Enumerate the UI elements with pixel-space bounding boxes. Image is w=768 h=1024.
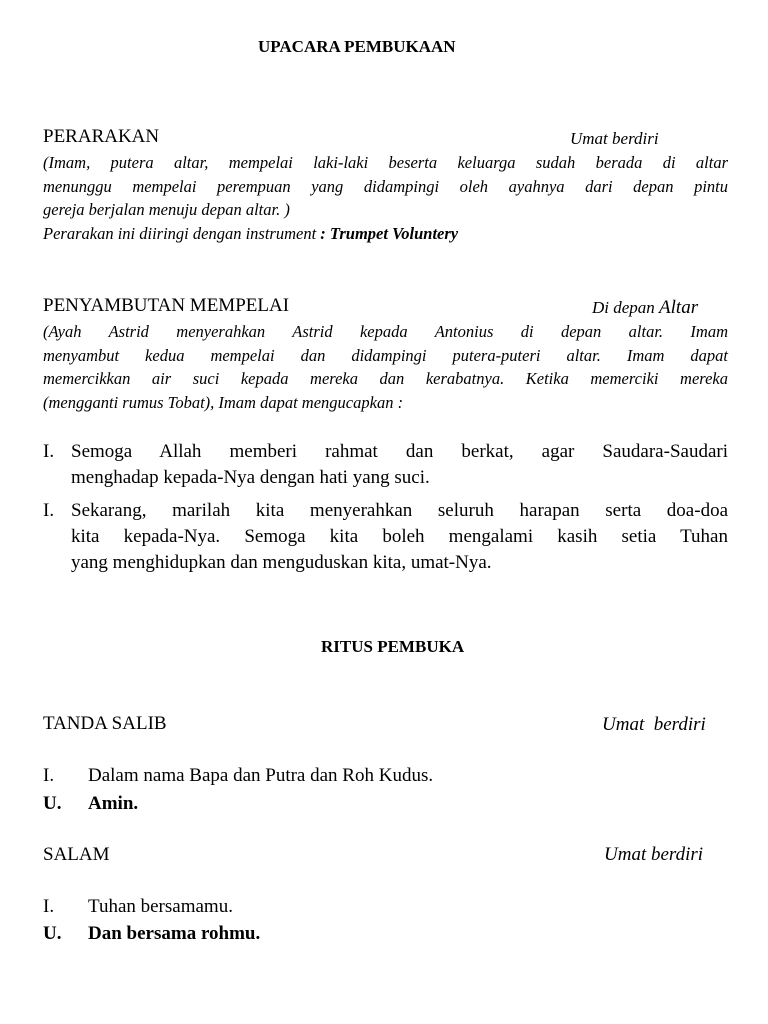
list-item-line: Semoga Allah memberi rahmat dan berkat, agar Saudara-Saudari: [71, 441, 728, 462]
perarakan-posture-note: Umat berdiri: [570, 129, 659, 148]
list-item-text: [71, 439, 728, 491]
priest-marker: I.: [43, 896, 55, 917]
list-item-line: menghadap kepada-Nya dengan hati yang suci.: [71, 467, 430, 488]
people-text: Amin.: [88, 793, 139, 814]
perarakan-description: [43, 151, 728, 245]
people-text: Dan bersama rohmu.: [88, 923, 261, 944]
perarakan-description-line: gereja berjalan menuju depan altar. ): [43, 200, 290, 219]
section-title-ritus-pembuka: RITUS PEMBUKA: [321, 637, 465, 656]
list-item-text: [71, 498, 728, 576]
perarakan-music-line: [43, 222, 728, 246]
priest-text: Tuhan bersamamu.: [88, 896, 233, 917]
section-heading-salam: SALAM: [43, 844, 110, 865]
section-heading-tanda-salib: TANDA SALIB: [43, 713, 167, 734]
salam-priest-line: [43, 896, 233, 918]
perarakan-music-text: Perarakan ini diiringi dengan instrument: [43, 223, 321, 243]
perarakan-music-title: : Trumpet Voluntery: [320, 223, 459, 243]
tanda-salib-posture-note: Umat berdiri: [602, 714, 706, 735]
salam-people-line: [43, 923, 260, 945]
perarakan-description-line: menunggu mempelai perempuan yang didampingi oleh ayahnya dari depan pintu: [43, 176, 728, 196]
list-item-line: yang menghidupkan dan menguduskan kita, umat-Nya.: [71, 552, 492, 573]
list-item-line: kita kepada-Nya. Semoga kita boleh mengalami kasih setia Tuhan: [71, 526, 728, 547]
section-heading-perarakan: PERARAKAN: [43, 126, 160, 147]
priest-marker: I.: [43, 765, 55, 786]
penyambutan-location-note: [592, 297, 698, 319]
list-item-marker: I.: [43, 500, 55, 521]
tanda-salib-people-line: [43, 793, 138, 815]
page-title: UPACARA PEMBUKAAN: [258, 37, 456, 56]
perarakan-description-line: (Imam, putera altar, mempelai laki-laki beserta keluarga sudah berada di altar: [43, 153, 728, 172]
penyambutan-description-line: memercikkan air suci kepada mereka dan kerabatnya. Ketika memerciki mereka: [43, 369, 728, 388]
section-heading-penyambutan: PENYAMBUTAN MEMPELAI: [43, 295, 290, 316]
people-marker: U.: [43, 793, 62, 814]
salam-posture-note: Umat berdiri: [604, 844, 704, 865]
penyambutan-location-word: Altar: [659, 297, 699, 318]
list-item-line: Sekarang, marilah kita menyerahkan seluruh harapan serta doa-doa: [71, 500, 728, 521]
people-marker: U.: [43, 923, 62, 944]
penyambutan-location-prefix: Di depan: [592, 298, 660, 317]
list-item-marker: I.: [43, 441, 55, 462]
penyambutan-description-line: (mengganti rumus Tobat), Imam dapat mengucapkan :: [43, 392, 404, 412]
tanda-salib-priest-line: [43, 765, 433, 787]
penyambutan-description-line: (Ayah Astrid menyerahkan Astrid kepada Antonius di depan altar. Imam: [43, 322, 728, 341]
penyambutan-description-line: menyambut kedua mempelai dan didampingi putera-puteri altar. Imam dapat: [43, 345, 728, 365]
penyambutan-description: [43, 320, 728, 414]
priest-text: Dalam nama Bapa dan Putra dan Roh Kudus.: [88, 765, 434, 786]
